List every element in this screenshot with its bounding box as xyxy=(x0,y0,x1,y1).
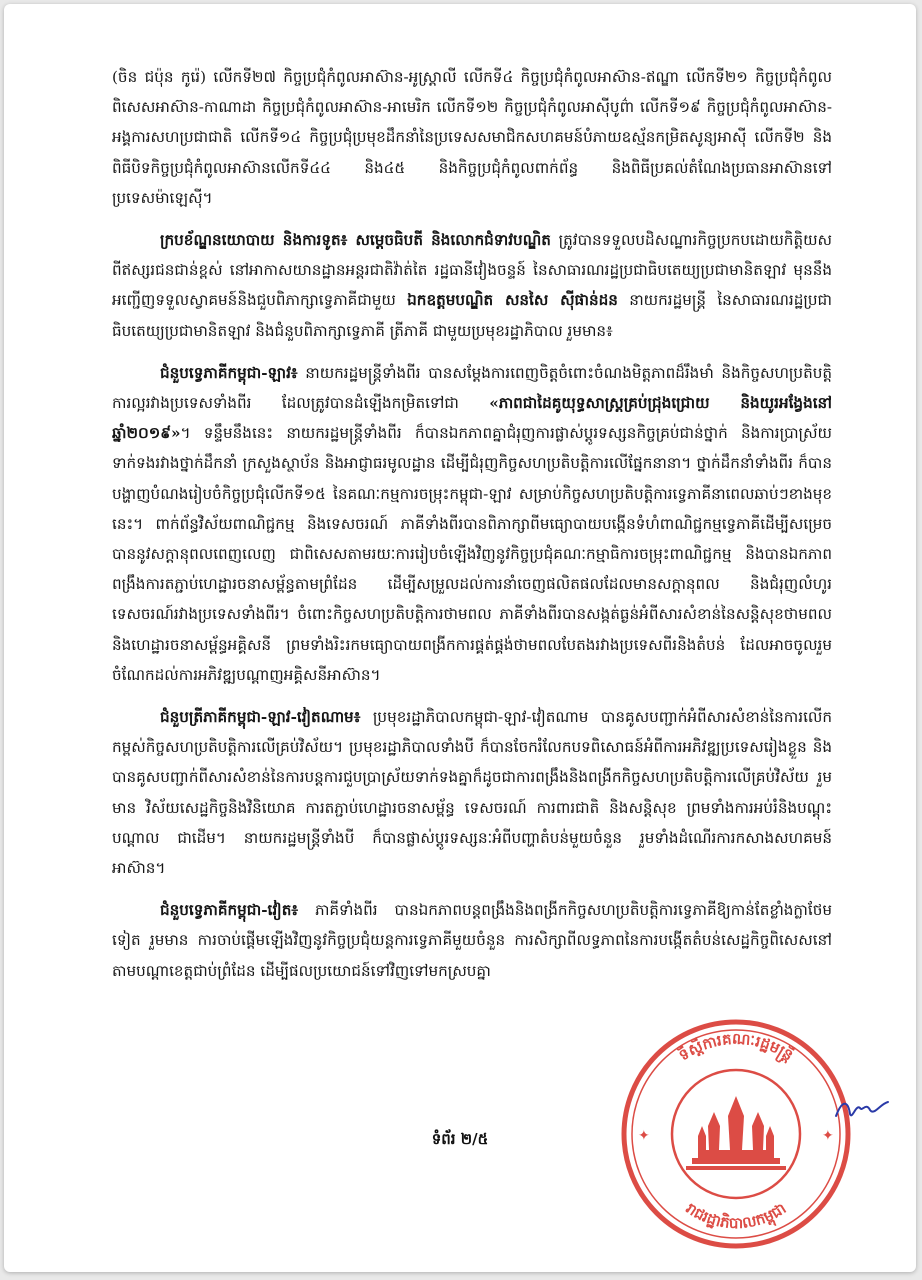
document-page xyxy=(4,4,916,1272)
paragraph-3-quote: «ភាពជាដៃគូយុទ្ធសាស្ត្រគ្រប់ជ្រុងជ្រោយ និងយូរអង្វែងនៅឆ្នាំ២០១៩» xyxy=(112,394,832,443)
paragraph-4-text: ប្រមុខរដ្ឋាភិបាលកម្ពុជា-ឡាវ-វៀតណាម បានគូសបញ្ជាក់អំពីសារសំខាន់នៃការលើកកម្ពស់កិច្ចសហប្រតិបត្តិការលើគ្រប់វិស័យ។ ប្រមុខរដ្ឋាភិបាលទាំងបី ក៏បានចែករំលែកបទពិសោធន៍អំពីការអភិវឌ្ឍប្រទេសរៀងខ្លួន និងបានគូសបញ្ជាក់ពីសារសំខាន់នៃការបន្តការជួបប្រាស្រ័យទាក់ទងគ្នាក៏ដូចជាការពង្រឹងនិងពង្រីកកិច្ចសហប្រតិបត្តិការលើគ្រប់វិស័យ រួមមាន វិស័យសេដ្ឋកិច្ចនិងវិនិយោគ ការតភ្ជាប់ហេដ្ឋារចនាសម្ព័ន្ធ ទេសចរណ៍ ការពារជាតិ និងសន្តិសុខ ព្រមទាំងការអប់រំនិងបណ្តុះបណ្តាល ជាដើម។ នាយករដ្ឋមន្ត្រីទាំងបី ក៏បានផ្លាស់ប្តូរទស្សនៈអំពីបញ្ហាតំបន់មួយចំនួន រួមទាំងដំណើរការកសាងសហគមន៍អាស៊ាន។ xyxy=(112,708,832,878)
paragraph-2 xyxy=(112,225,832,346)
page-number: ទំព័រ ២/៥ xyxy=(431,1130,489,1148)
paragraph-4-heading: ជំនួបត្រីភាគីកម្ពុជា-ឡាវ-វៀតណាម៖ xyxy=(160,708,361,727)
document-body xyxy=(112,62,832,998)
paragraph-5-heading: ជំនួបទ្វេភាគីកម្ពុជា-វៀត៖ xyxy=(160,901,299,920)
paragraph-5 xyxy=(112,895,832,986)
seal-top-text: ទីស្តីការគណៈរដ្ឋមន្ត្រី xyxy=(675,1029,797,1065)
paragraph-3-heading: ជំនួបទ្វេភាគីកម្ពុជា-ឡាវ៖ xyxy=(160,363,298,382)
paragraph-5-text: ភាគីទាំងពីរ បានឯកភាពបន្តពង្រឹងនិងពង្រីកកិច្ចសហប្រតិបត្តិការទ្វេភាគីឱ្យកាន់តែខ្លាំងក្លាថែមទៀត រួមមាន ការចាប់ផ្តើមឡើងវិញនូវកិច្ចប្រជុំយន្តការទ្វេភាគីមួយចំនួន ការសិក្សាពីលទ្ធភាពនៃការបង្កើតតំបន់សេដ្ឋកិច្ចពិសេសនៅតាមបណ្តាខេត្តជាប់ព្រំដែន ដើម្បីផលប្រយោជន៍ទៅវិញទៅមកស្របគ្នា xyxy=(112,901,832,980)
angkor-wat-emblem xyxy=(686,1096,786,1170)
svg-text:ទីស្តីការគណៈរដ្ឋមន្ត្រី xyxy=(675,1029,797,1067)
svg-text:រាជរដ្ឋាភិបាលកម្ពុជា xyxy=(683,1199,790,1232)
paragraph-2-heading: ក្របខ័ណ្ឌនយោបាយ និងការទូត៖ សម្តេចធិបតី និងលោកជំទាវបណ្ឌិត xyxy=(160,231,551,250)
paragraph-1-text: (ចិន ជប៉ុន កូរ៉េ) លើកទី២៧ កិច្ចប្រជុំកំពូលអាស៊ាន-អូស្ត្រាលី លើកទី៤ កិច្ចប្រជុំកំពូលអាស៊ាន-ឥណ្ឌា លើកទី២១ កិច្ចប្រជុំកំពូលពិសេសអាស៊ាន-កាណាដា កិច្ចប្រជុំកំពូលអាស៊ាន-អាមេរិក លើកទី១២ កិច្ចប្រជុំកំពូលអាស៊ីបូព៌ា លើកទី១៩ កិច្ចប្រជុំកំពូលអាស៊ាន-អង្គការសហប្រជាជាតិ លើកទី១៤ កិច្ចប្រជុំប្រមុខដឹកនាំនៃប្រទេសសមាជិកសហគមន៍បំភាយឧស្ម័នកម្រិតសូន្យអាស៊ី លើកទី២ និងពិធីបិទកិច្ចប្រជុំកំពូលអាស៊ានលើកទី៤៤ និង៤៥ និងកិច្ចប្រជុំកំពូលពាក់ព័ន្ធ និងពិធីប្រគល់តំណែងប្រធានអាស៊ានទៅប្រទេសម៉ាឡេស៊ី។ xyxy=(112,68,832,207)
svg-text:✦: ✦ xyxy=(638,1128,650,1144)
paragraph-3-text-end: ។ ទន្ទឹមនឹងនេះ នាយករដ្ឋមន្ត្រីទាំងពីរ ក៏បានឯកភាពគ្នាជំរុញការផ្លាស់ប្តូរទស្សនកិច្ចគ្រប់ជាន់ថ្នាក់ និងការប្រាស្រ័យទាក់ទងរវាងថ្នាក់ដឹកនាំ ក្រសួងស្ថាប័ន និងអាជ្ញាធរមូលដ្ឋាន ដើម្បីជំរុញកិច្ចសហប្រតិបត្តិការលើផ្នែកនានា។ ថ្នាក់ដឹកនាំទាំងពីរ ក៏បានបង្ហាញបំណងរៀបចំកិច្ចប្រជុំលើកទី១៥ នៃគណៈកម្មការចម្រុះកម្ពុជា-ឡាវ សម្រាប់កិច្ចសហប្រតិបត្តិការទ្វេភាគីនាពេលឆាប់ៗខាងមុខនេះ។ ពាក់ព័ន្ធវិស័យពាណិជ្ជកម្ម និងទេសចរណ៍ ភាគីទាំងពីរបានពិភាក្សាពីមធ្យោបាយបង្កើនទំហំពាណិជ្ជកម្មទ្វេភាគីដើម្បីសម្រេចបាននូវសក្តានុពលពេញលេញ ជាពិសេសតាមរយៈការរៀបចំឡើងវិញនូវកិច្ចប្រជុំគណៈកម្មាធិការចម្រុះពាណិជ្ជកម្ម និងបានឯកភាពពង្រឹងការតភ្ជាប់ហេដ្ឋារចនាសម្ព័ន្ធតាមព្រំដែន ដើម្បីសម្រួលដល់ការនាំចេញផលិតផលដែលមានសក្តានុពល និងជំរុញលំហូរទេសចរណ៍រវាងប្រទេសទាំងពីរ។ ចំពោះកិច្ចសហប្រតិបត្តិការថាមពល ភាគីទាំងពីរបានសង្កត់ធ្ងន់អំពីសារសំខាន់នៃសន្តិសុខថាមពល និងហេដ្ឋារចនាសម្ព័ន្ធអគ្គិសនី ព្រមទាំងរិះរកមធ្យោបាយពង្រីកការផ្គត់ផ្គង់ថាមពលបែតងរវាងប្រទេសពីរនិងតំបន់ ដែលអាចចូលរួមចំណែកដល់ការអភិវឌ្ឍបណ្តាញអគ្គិសនីអាស៊ាន។ xyxy=(112,424,832,684)
paragraph-4 xyxy=(112,702,832,883)
paragraph-3-text: នាយករដ្ឋមន្ត្រីទាំងពីរ បានសម្តែងការពេញចិត្តចំពោះចំណងមិត្តភាពដ៏រឹងមាំ និងកិច្ចសហប្រតិបត្តិការល្អរវាងប្រទេសទាំងពីរ ដែលត្រូវបានដំឡើងកម្រិតទៅជា xyxy=(112,363,832,413)
official-seal xyxy=(616,1014,856,1254)
svg-text:✦: ✦ xyxy=(822,1128,834,1144)
paragraph-3 xyxy=(112,358,832,690)
paragraph-2-text-end: នាយករដ្ឋមន្ត្រី នៃសាធារណរដ្ឋប្រជាធិបតេយ្យប្រជាមានិតឡាវ និងជំនួបពិភាក្សាទ្វេភាគី ត្រីភាគី ជាមួយប្រមុខរដ្ឋាភិបាល រួមមាន៖ xyxy=(112,291,832,340)
seal-bottom-text: រាជរដ្ឋាភិបាលកម្ពុជា xyxy=(682,1199,790,1232)
paragraph-2-name: ឯកឧត្តមបណ្ឌិត សនសៃ ស៊ីផាន់ដន xyxy=(407,291,618,310)
paragraph-1 xyxy=(112,62,832,213)
signature xyxy=(832,1094,892,1124)
paragraph-2-text: ត្រូវបានទទួលបដិសណ្ឋារកិច្ចប្រកបដោយកិត្តិយស ពីឥស្សរជនជាន់ខ្ពស់ នៅអាកាសយានដ្ឋានអន្តរជាតិវ៉ាត់តៃ រដ្ឋធានីវៀងចន្ទន៍ នៃសាធារណរដ្ឋប្រជាធិបតេយ្យប្រជាមានិតឡាវ មុននឹងអញ្ជើញទទួលស្វាគមន៍និងជួបពិភាក្សាទ្វេភាគីជាមួយ xyxy=(112,231,833,310)
